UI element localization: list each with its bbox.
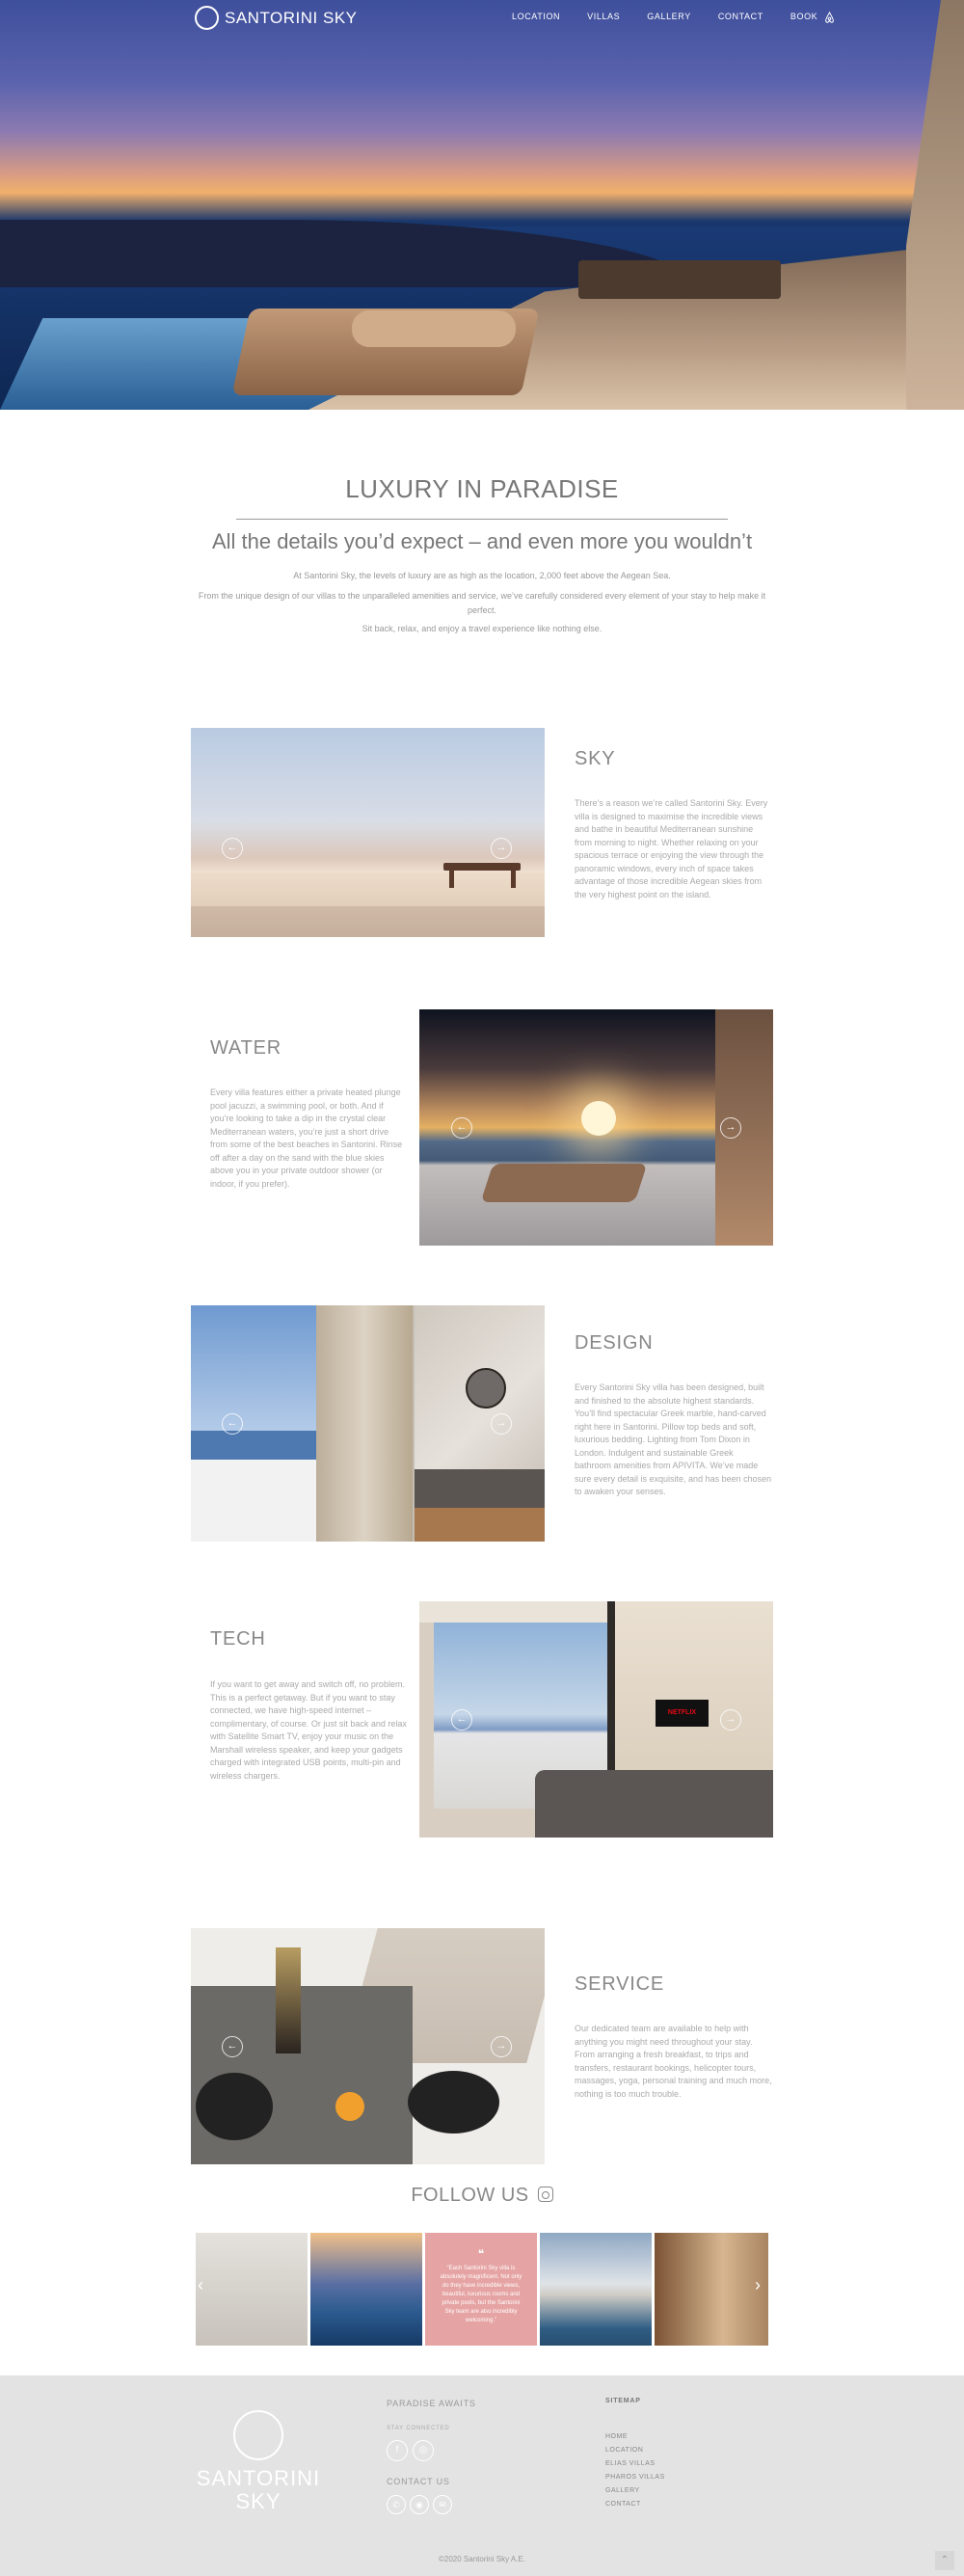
- design-mirror: [466, 1368, 506, 1409]
- sitemap-link-gallery[interactable]: GALLERY: [605, 2487, 640, 2494]
- follow-us-heading: [0, 2185, 964, 2207]
- design-pillar: [316, 1305, 413, 1542]
- water-daybed: [481, 1164, 648, 1202]
- sitemap-title: SITEMAP: [605, 2398, 641, 2404]
- design-wood-shelf: [415, 1508, 545, 1542]
- phone-icon[interactable]: ✆: [387, 2495, 406, 2514]
- footer-tagline: PARADISE AWAITS: [387, 2399, 476, 2408]
- sky-shadow: [191, 906, 545, 937]
- logo-circle-icon: [195, 6, 219, 30]
- design-image: [191, 1305, 545, 1542]
- instagram-post-quote[interactable]: [425, 2233, 537, 2346]
- quote-icon: ❝: [477, 2247, 485, 2261]
- sitemap-link-pharos-villas[interactable]: PHAROS VILLAS: [605, 2474, 665, 2481]
- service-plate: [408, 2071, 499, 2133]
- instagram-prev-arrow-icon[interactable]: ‹: [198, 2275, 203, 2294]
- sky-next-arrow-icon[interactable]: →: [491, 838, 512, 859]
- design-sea: [191, 1431, 316, 1460]
- water-text: Every villa features either a private heated plunge pool jacuzzi, a swimming pool, or both. And if you’re looking to take a dip in the crystal clear Mediterranean waters, you’re just a short drive from some of the best beaches in Santorini. Rinse off after a day on the sand with the blue skies above you in your private outdoor shower (or indoor, if you prefer).: [210, 1087, 403, 1189]
- instagram-next-arrow-icon[interactable]: ›: [755, 2275, 761, 2294]
- service-prev-arrow-icon[interactable]: ←: [222, 2036, 243, 2057]
- water-image: [419, 1009, 773, 1246]
- airbnb-icon[interactable]: [823, 12, 836, 24]
- nav-contact[interactable]: CONTACT: [717, 12, 763, 21]
- instagram-post-shadow[interactable]: [655, 2233, 768, 2346]
- footer-stay-connected: STAY CONNECTED: [387, 2426, 450, 2431]
- water-prev-arrow-icon[interactable]: ←: [451, 1117, 472, 1139]
- instagram-post-yoga[interactable]: [310, 2233, 422, 2346]
- instagram-icon[interactable]: ◎: [413, 2440, 434, 2461]
- hero-banner: [0, 0, 964, 410]
- sitemap-link-home[interactable]: HOME: [605, 2433, 628, 2440]
- intro-title: LUXURY IN PARADISE: [345, 474, 619, 503]
- whatsapp-icon[interactable]: ◉: [410, 2495, 429, 2514]
- footer-logo-text: [193, 2467, 324, 2513]
- tech-next-arrow-icon[interactable]: →: [720, 1709, 741, 1731]
- sky-prev-arrow-icon[interactable]: ←: [222, 838, 243, 859]
- site-logo[interactable]: [195, 6, 358, 30]
- intro-paragraph-1: At Santorini Sky, the levels of luxury are as high as the location, 2,000 feet above the Aegean Sea.: [293, 571, 671, 580]
- nav-location[interactable]: LOCATION: [512, 12, 561, 21]
- nav-villas[interactable]: VILLAS: [587, 12, 621, 21]
- service-text: Our dedicated team are available to help with anything you might need throughout your stay. From arranging a fresh breakfast, to trips and transfers, restaurant bookings, helicopter tours, massages, yoga, personal training and much more, nothing is too much trouble.: [575, 2024, 772, 2099]
- footer-logo-line1: SANTORINI: [196, 2466, 321, 2490]
- logo-text: SANTORINI SKY: [225, 8, 358, 27]
- service-image: [191, 1928, 545, 2164]
- top-navigation: [0, 0, 964, 39]
- design-text: Every Santorini Sky villa has been designed, built and finished to the absolute highest standards. You’ll find spectacular Greek marble, hand-carved right here in Santorini. Pillow top beds and soft, luxurious bedding. Lighting from Tom Dixon in London. Indulgent and sustainable Greek bathroom amenities from APIVITA. We’ve made sure every detail is exquisite, and has been chosen to awaken your senses.: [575, 1382, 772, 1496]
- sky-bench-leg: [511, 869, 516, 888]
- facebook-icon[interactable]: f: [387, 2440, 408, 2461]
- email-icon[interactable]: ✉: [433, 2495, 452, 2514]
- sky-text: There’s a reason we’re called Santorini Sky. Every villa is designed to maximise the incredible views and bathe in beautiful Mediterranean sunshine from morning to night. Whether relaxing on your spacious terrace or enjoying the view through the panoramic windows, every inch of space takes advantage of those incredible Aegean skies from the very highest point on the island.: [575, 798, 768, 899]
- sitemap-link-location[interactable]: LOCATION: [605, 2447, 644, 2454]
- design-floor: [191, 1460, 316, 1542]
- copyright: ©2020 Santorini Sky A.E.: [439, 2555, 525, 2563]
- hero-wall: [906, 0, 964, 410]
- tech-text: If you want to get away and switch off, no problem. This is a perfect getaway. But if you want to stay connected, we have high-speed internet – complimentary, of course. Or just sit back and relax with Satellite Smart TV, enjoy your music on the Marshall wireless speaker, and keep your gadgets charged with integrated USB points, multi-pin and wireless chargers.: [210, 1679, 407, 1781]
- sky-bench: [443, 863, 521, 871]
- sitemap-link-contact[interactable]: CONTACT: [605, 2501, 641, 2508]
- water-title: WATER: [210, 1037, 281, 1059]
- design-prev-arrow-icon[interactable]: ←: [222, 1413, 243, 1435]
- intro-divider: [236, 519, 728, 520]
- tech-sofa: [535, 1770, 773, 1838]
- follow-us-label: FOLLOW US: [411, 2185, 529, 2206]
- tech-tv: NETFLIX: [656, 1700, 709, 1727]
- tech-title: TECH: [210, 1628, 266, 1650]
- nav-book[interactable]: BOOK: [790, 12, 818, 21]
- design-counter: [415, 1469, 545, 1508]
- footer-logo-icon: [233, 2410, 283, 2460]
- hero-lounge-table: [578, 260, 781, 299]
- footer-contact-us: CONTACT US: [387, 2477, 450, 2486]
- tech-image: [419, 1601, 773, 1838]
- instagram-post-pool[interactable]: [540, 2233, 652, 2346]
- tech-prev-arrow-icon[interactable]: ←: [451, 1709, 472, 1731]
- service-orange: [335, 2092, 364, 2121]
- water-sun: [581, 1101, 616, 1136]
- design-next-arrow-icon[interactable]: →: [491, 1413, 512, 1435]
- hero-daybed-cushion: [352, 310, 516, 347]
- service-next-arrow-icon[interactable]: →: [491, 2036, 512, 2057]
- service-vase: [276, 1947, 301, 2053]
- nav-links: [512, 12, 836, 24]
- sky-image: [191, 728, 545, 937]
- sitemap-link-elias-villas[interactable]: ELIAS VILLAS: [605, 2460, 656, 2467]
- instagram-icon[interactable]: [538, 2187, 553, 2202]
- sky-title: SKY: [575, 748, 616, 769]
- instagram-quote-text: “Each Santorini Sky villa is absolutely magnificent. Not only do they have incredible views, beautiful, luxurious rooms and private pools, but the Santorini Sky team are also incredibly welcoming.”: [440, 2266, 522, 2323]
- instagram-post-bathroom[interactable]: [196, 2233, 308, 2346]
- site-footer: [0, 2375, 964, 2576]
- nav-gallery[interactable]: GALLERY: [647, 12, 691, 21]
- intro-paragraph-2: From the unique design of our villas to the unparalleled amenities and service, we’ve carefully considered every element of your stay to help make it perfect.: [198, 591, 766, 615]
- water-next-arrow-icon[interactable]: →: [720, 1117, 741, 1139]
- service-title: SERVICE: [575, 1973, 665, 1995]
- sky-bench-leg: [449, 869, 454, 888]
- design-title: DESIGN: [575, 1332, 654, 1354]
- service-plate: [196, 2073, 273, 2140]
- intro-paragraph-3: Sit back, relax, and enjoy a travel experience like nothing else.: [362, 624, 602, 633]
- footer-logo-line2: SKY: [235, 2489, 281, 2513]
- scroll-to-top-icon[interactable]: ⌃: [935, 2551, 954, 2570]
- intro-subtitle: All the details you’d expect – and even more you wouldn’t: [211, 529, 753, 553]
